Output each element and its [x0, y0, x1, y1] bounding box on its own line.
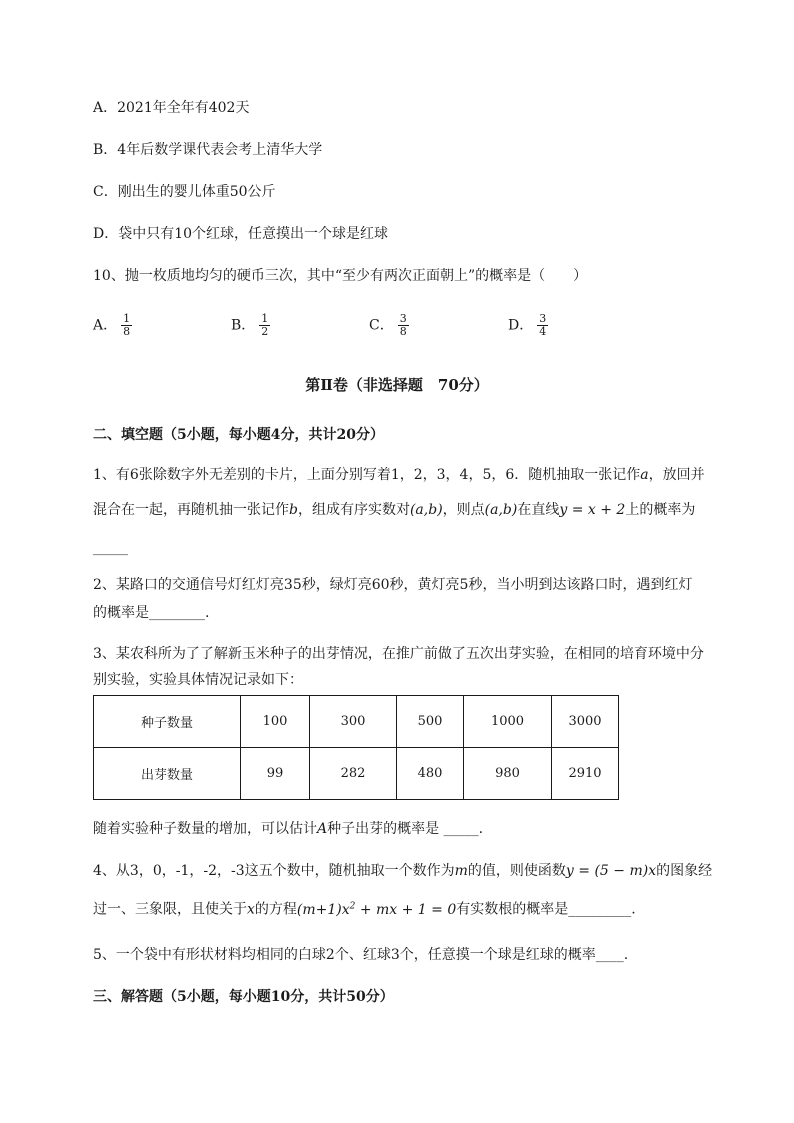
q10-stem: 10、抛一枚质地均匀的硬币三次，其中“至少有两次正面朝上”的概率是（ ） — [93, 268, 588, 284]
function-expression: y = (5 − m)x — [565, 863, 657, 879]
exponent: 2 — [349, 901, 356, 911]
fill-q3-line1: 3、某农科所为了了解新玉米种子的出芽情况，在推广前做了五次出芽实验，在相同的培育环境中分 — [93, 646, 704, 662]
fraction — [121, 313, 132, 338]
var-b: b — [289, 502, 298, 518]
fill-q5: 5、一个袋中有形状材料均相同的白球2个、红球3个，任意摸一个球是红球的概率____. — [93, 947, 629, 963]
line-equation: y = x + 2 — [559, 502, 626, 518]
var-a: a — [640, 467, 649, 483]
fraction — [259, 313, 270, 338]
numerator: 3 — [399, 312, 407, 325]
table-cell: 500 — [397, 696, 464, 748]
q1-text: 在直线 — [517, 502, 560, 518]
fill-q4-line1 — [93, 861, 712, 881]
fill-q4-line2 — [93, 896, 636, 920]
fill-q2-line2: 的概率是________. — [93, 605, 210, 621]
fill-q2-line1: 2、某路口的交通信号灯红灯亮35秒，绿灯亮60秒，黄灯亮5秒，当小明到达该路口时，遇到红灯 — [93, 577, 693, 593]
q1-text-end: ，放回并 — [648, 467, 705, 483]
q1-text: ，组成有序实数对 — [297, 502, 410, 518]
option-label: C． — [369, 317, 394, 334]
table-cell: 3000 — [552, 696, 619, 748]
seed-experiment-table — [93, 695, 619, 800]
row-label: 出芽数量 — [94, 748, 241, 800]
numerator: 3 — [539, 312, 547, 325]
option-label: D． — [508, 317, 534, 334]
fill-q1-line1 — [93, 465, 705, 485]
q1-text: 混合在一起，再随机抽一张记作 — [93, 502, 289, 518]
fill-q3-after-table — [93, 819, 483, 839]
q4-text: 过一、三象限，且使关于 — [93, 901, 247, 918]
q9-option-b: B．4年后数学课代表会考上清华大学 — [93, 142, 323, 158]
q10-option-a — [93, 313, 132, 338]
q9-option-d: D．袋中只有10个红球，任意摸出一个球是红球 — [93, 226, 389, 242]
q4-text: 4、从3，0，-1，-2，-3这五个数中，随机抽取一个数作为 — [93, 863, 455, 879]
denominator: 8 — [123, 325, 131, 338]
table-cell: 980 — [464, 748, 552, 800]
q3-text-end: 种子出芽的概率是 _____. — [327, 821, 484, 837]
equation-part: + mx + 1 = 0 — [355, 901, 457, 918]
q4-text: 的值，则使函数 — [467, 863, 566, 879]
row-label: 种子数量 — [94, 696, 241, 748]
table-cell: 2910 — [552, 748, 619, 800]
denominator: 2 — [261, 325, 269, 338]
q9-option-a: A．2021年全年有402天 — [93, 100, 250, 116]
table-cell: 1000 — [464, 696, 552, 748]
part2-title: 第Ⅱ卷（非选择题 70分） — [305, 376, 489, 394]
q4-text: 的方程 — [254, 901, 297, 918]
fraction — [537, 313, 548, 338]
table-row — [94, 748, 619, 800]
option-label: A． — [93, 317, 118, 334]
var-x: x — [247, 901, 255, 918]
numerator: 1 — [261, 312, 269, 325]
ordered-pair: (a,b) — [409, 502, 443, 518]
table-cell: 100 — [241, 696, 310, 748]
q10-option-b — [231, 313, 270, 338]
q1-text: 1、有6张除数字外无差别的卡片，上面分别写着1，2，3，4，5，6．随机抽取一张记作 — [93, 467, 641, 483]
fill-q1-line2 — [93, 500, 695, 520]
q10-option-c — [369, 313, 409, 338]
point: (a,b) — [484, 502, 518, 518]
section2-heading: 二、填空题（5小题，每小题4分，共计20分） — [93, 427, 384, 443]
option-label: B． — [231, 317, 256, 334]
q3-text: 随着实验种子数量的增加，可以估计 — [93, 821, 317, 837]
numerator: 1 — [123, 312, 131, 325]
table-cell: 99 — [241, 748, 310, 800]
q1-text-end: 上的概率为 — [625, 502, 696, 518]
var-A: A — [317, 821, 328, 837]
q1-text: ，则点 — [442, 502, 485, 518]
equation — [297, 902, 456, 918]
table-row — [94, 696, 619, 748]
q9-option-c: C．刚出生的婴儿体重50公斤 — [93, 184, 276, 200]
denominator: 8 — [399, 325, 407, 338]
table-cell: 300 — [310, 696, 397, 748]
denominator: 4 — [539, 325, 547, 338]
fill-q3-line2: 别实验，实验具体情况记录如下： — [93, 672, 303, 688]
table-cell: 282 — [310, 748, 397, 800]
table-cell: 480 — [397, 748, 464, 800]
q10-option-d — [508, 313, 548, 338]
section3-heading: 三、解答题（5小题，每小题10分，共计50分） — [93, 989, 394, 1005]
q4-text-end: 有实数根的概率是_________. — [456, 901, 636, 918]
q4-text: 的图象经 — [656, 863, 713, 879]
var-m: m — [454, 863, 468, 879]
fill-q1-blank: _____ — [93, 540, 128, 556]
equation-part: (m+1)x — [296, 901, 350, 918]
fraction — [398, 313, 409, 338]
